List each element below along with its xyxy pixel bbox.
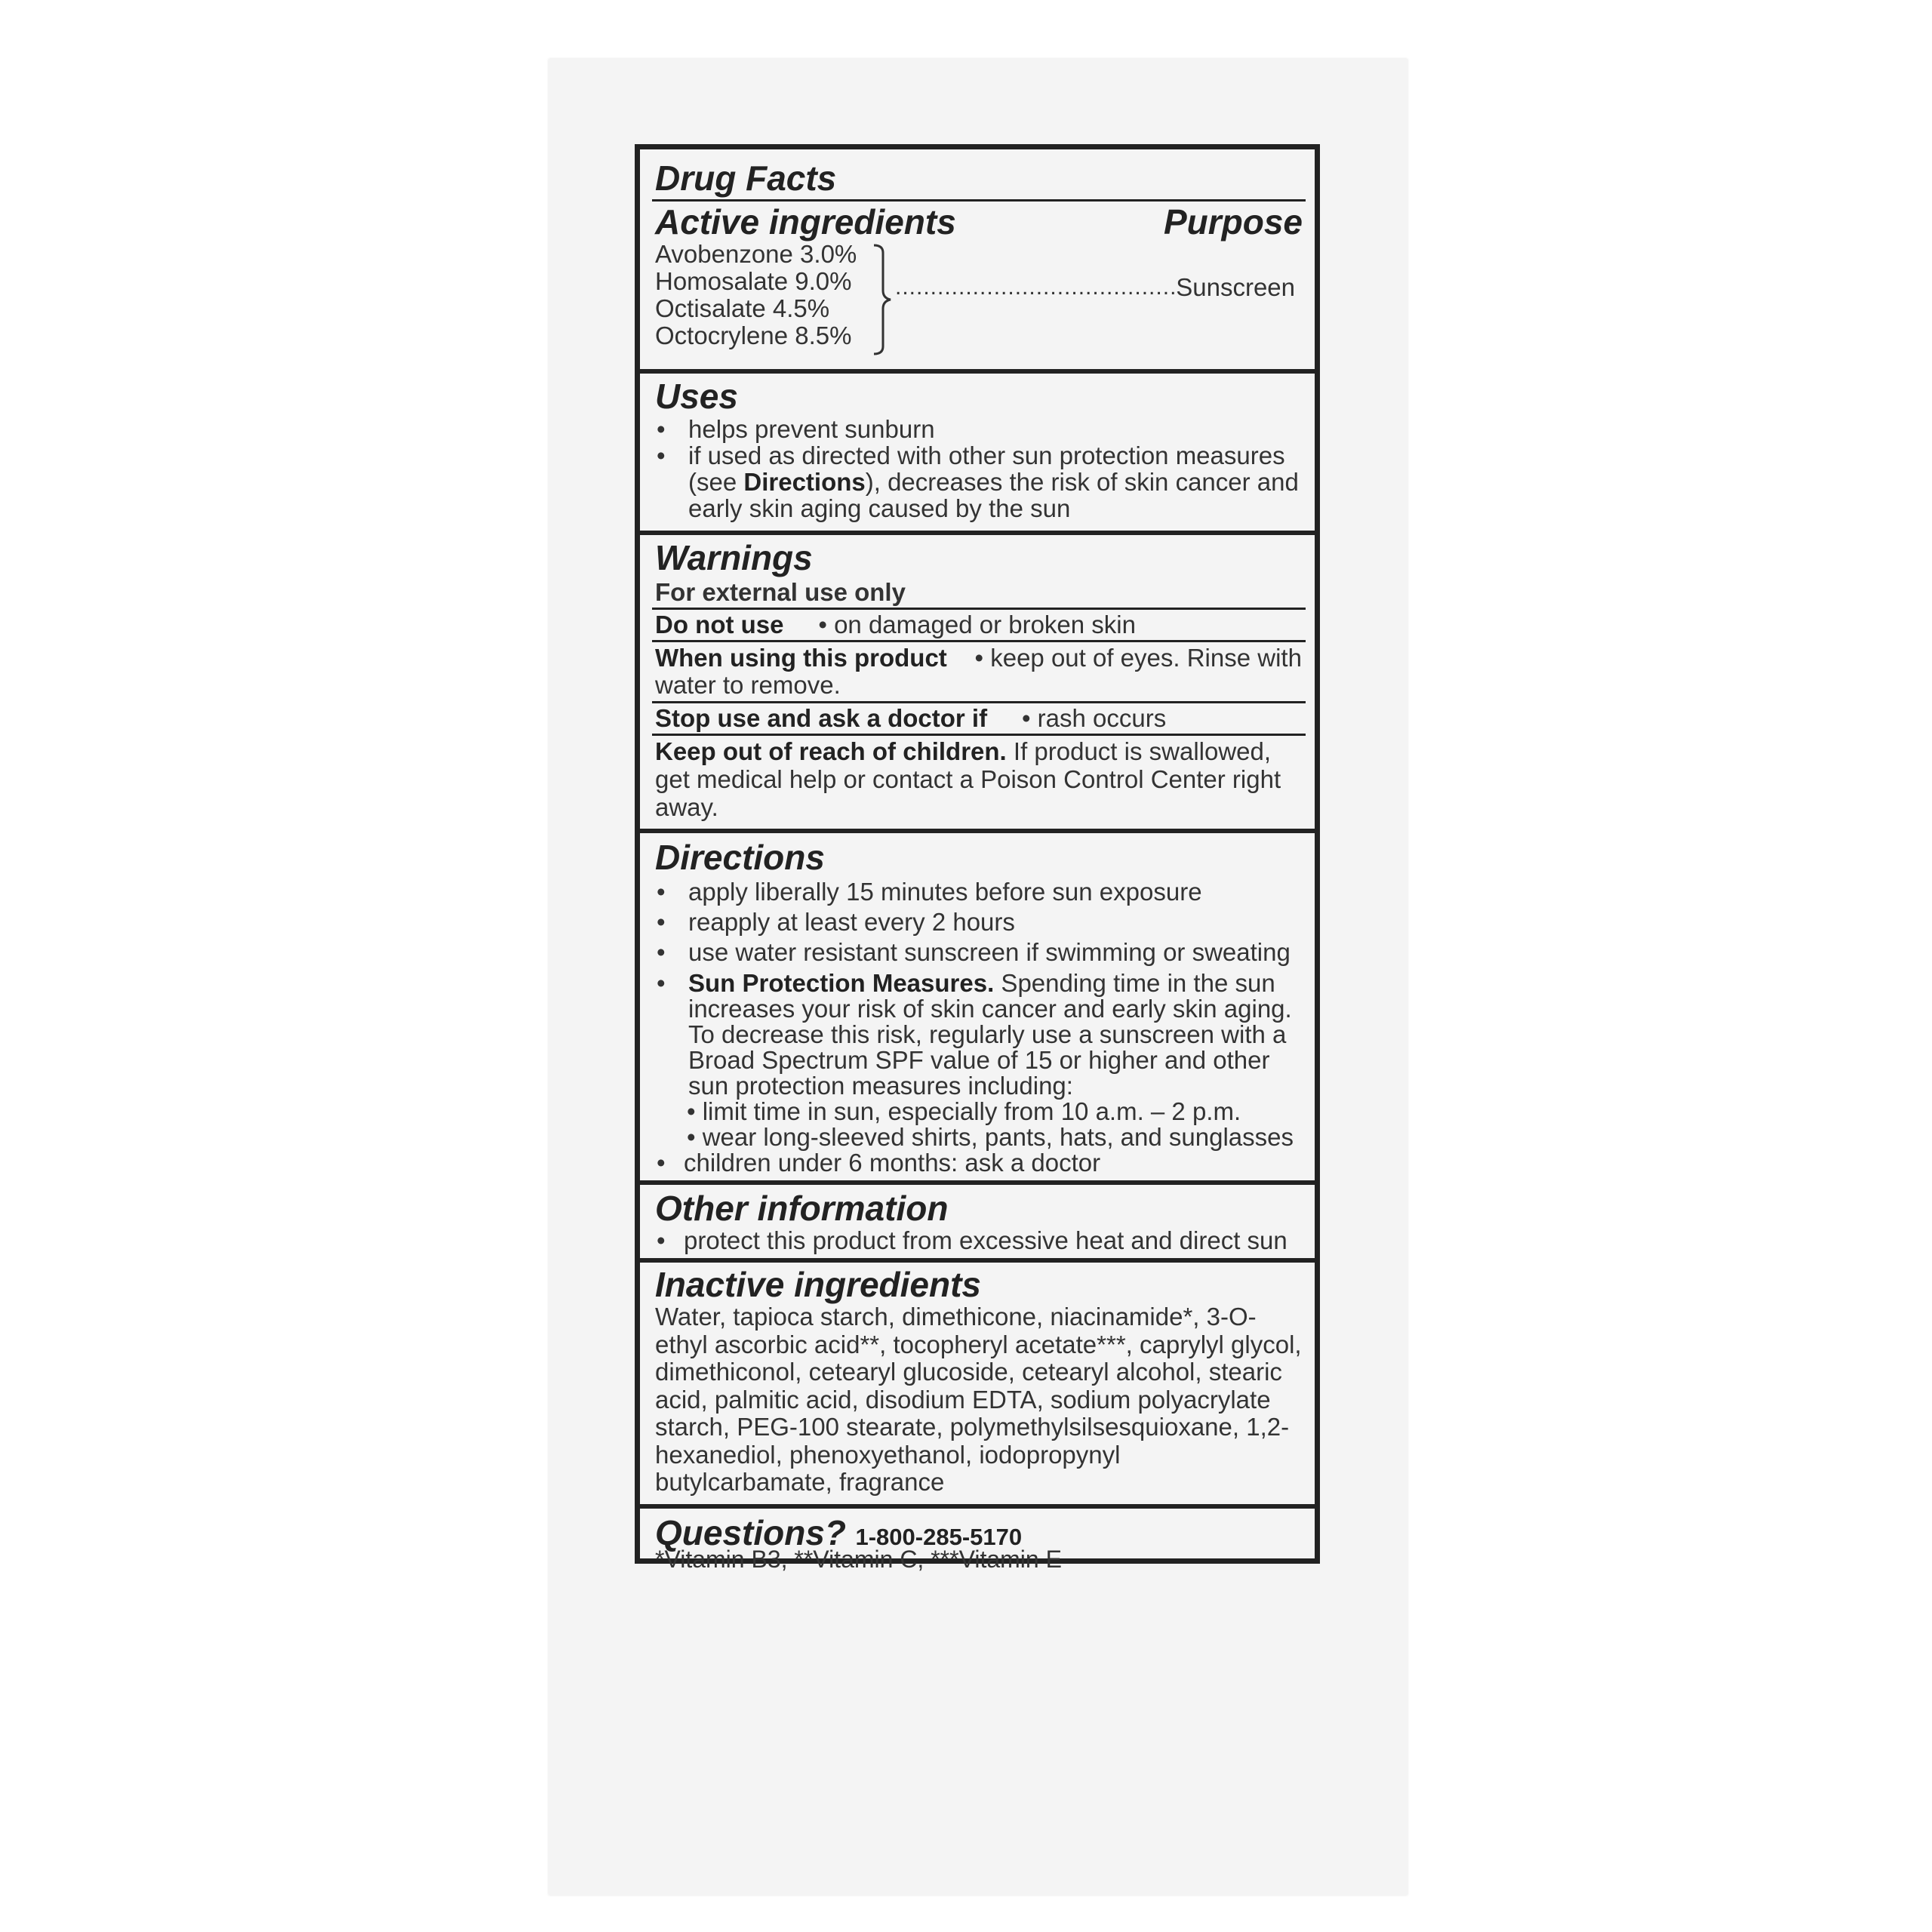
directions-item-text: children under 6 months: ask a doctor bbox=[684, 1149, 1101, 1177]
stop-use-text: • rash occurs bbox=[1021, 704, 1167, 732]
uses-text-part: ), decreases the risk of skin cancer and early skin aging caused by the sun bbox=[688, 468, 1299, 522]
sub-item-text: • limit time in sun, especially from 10 a.m. – 2 p.m. bbox=[687, 1097, 1241, 1125]
inactive-ingredients-text: Water, tapioca starch, dimethicone, niacinamide*, 3-O-ethyl ascorbic acid**, tocopheryl acetate***, caprylyl glycol, dimethiconol, cetearyl glucoside, cetearyl alcohol, stearic acid, palmitic acid, disodium EDTA, sodium polyacrylate starch, PEG-100 stearate, polymethylsilsesquioxane, 1,2-hexanediol, phenoxyethanol, iodopropynyl butylcarbamate, fragrance bbox=[655, 1303, 1302, 1496]
bullet: • bbox=[657, 1226, 666, 1254]
bullet: • bbox=[657, 969, 666, 997]
sub-list-item bbox=[655, 1124, 1303, 1150]
purpose-heading: Purpose bbox=[1163, 202, 1303, 242]
sun-protection-label: Sun Protection Measures. bbox=[688, 969, 995, 997]
uses-section bbox=[640, 374, 1315, 535]
uses-item-text: helps prevent sunburn bbox=[688, 415, 935, 443]
do-not-use-row bbox=[655, 610, 1303, 640]
sub-item-text: • wear long-sleeved shirts, pants, hats, and sunglasses bbox=[687, 1123, 1294, 1151]
ingredient-item: Avobenzone 3.0% bbox=[655, 240, 857, 268]
purpose-dots: ........................................ bbox=[895, 275, 1177, 300]
inactive-ingredients-heading: Inactive ingredients bbox=[655, 1265, 982, 1304]
bullet: • bbox=[657, 415, 666, 443]
bullet: • bbox=[657, 938, 666, 966]
when-using-text: • keep out of eyes. Rinse with water to remove. bbox=[655, 644, 1302, 699]
keep-out-label: Keep out of reach of children. bbox=[655, 737, 1007, 765]
when-using-label: When using this product bbox=[655, 644, 947, 672]
other-information-section bbox=[640, 1185, 1315, 1263]
warnings-heading: Warnings bbox=[655, 538, 813, 577]
directions-item-text: use water resistant sunscreen if swimming or sweating bbox=[688, 938, 1291, 966]
inactive-ingredients-section bbox=[640, 1263, 1315, 1509]
list-item bbox=[655, 442, 1303, 521]
brace-icon bbox=[871, 244, 894, 355]
list-item bbox=[655, 968, 1303, 1099]
do-not-use-text: • on damaged or broken skin bbox=[818, 611, 1136, 638]
drug-facts-panel bbox=[635, 144, 1320, 1564]
directions-item-text: apply liberally 15 minutes before sun exposure bbox=[688, 878, 1202, 906]
vitamin-footnote: *Vitamin B3, **Vitamin C, ***Vitamin E bbox=[655, 1546, 1062, 1573]
ingredient-item: Octisalate 4.5% bbox=[655, 294, 830, 322]
when-using-row bbox=[655, 642, 1303, 701]
list-item bbox=[655, 877, 1303, 907]
ingredient-item: Octocrylene 8.5% bbox=[655, 321, 852, 349]
other-information-text: protect this product from excessive heat and direct sun bbox=[684, 1226, 1287, 1254]
directions-heading: Directions bbox=[655, 838, 825, 877]
external-use-text: For external use only bbox=[655, 578, 906, 606]
bullet: • bbox=[657, 878, 666, 906]
list-item bbox=[655, 1150, 1303, 1176]
stop-use-label: Stop use and ask a doctor if bbox=[655, 704, 988, 732]
ingredient-item: Homosalate 9.0% bbox=[655, 267, 852, 295]
directions-section bbox=[640, 833, 1315, 1185]
stop-use-row bbox=[655, 703, 1303, 734]
drug-facts-title: Drug Facts bbox=[655, 158, 837, 198]
other-information-heading: Other information bbox=[655, 1189, 949, 1228]
uses-item-text bbox=[688, 442, 1303, 521]
sun-protection-text bbox=[688, 971, 1303, 1099]
active-ingredients-heading: Active ingredients bbox=[655, 202, 956, 242]
keep-out-row bbox=[655, 736, 1303, 821]
questions-phone: 1-800-285-5170 bbox=[855, 1523, 1023, 1550]
directions-item-text: reapply at least every 2 hours bbox=[688, 908, 1015, 936]
do-not-use-label: Do not use bbox=[655, 611, 784, 638]
list-item bbox=[655, 937, 1303, 968]
active-ingredients-section bbox=[640, 149, 1315, 374]
list-item bbox=[655, 416, 1303, 442]
sun-protection-body: Spending time in the sun increases your risk of skin cancer and early skin aging. To decrease this risk, regularly use a sunscreen with a Broad Spectrum SPF value of 15 or higher and other sun protection measures including: bbox=[688, 969, 1292, 1100]
bullet: • bbox=[657, 1149, 666, 1177]
keep-out-text: If product is swallowed, get medical help or contact a Poison Control Center right away. bbox=[655, 737, 1281, 821]
purpose-value: Sunscreen bbox=[1176, 273, 1295, 301]
divider bbox=[652, 199, 1306, 202]
uses-directions-ref: Directions bbox=[743, 468, 866, 496]
uses-heading: Uses bbox=[655, 377, 738, 416]
sub-list-item bbox=[655, 1099, 1303, 1124]
uses-text-part: if used as directed with other sun protection measures (see bbox=[688, 441, 1285, 496]
list-item bbox=[655, 907, 1303, 937]
list-item bbox=[655, 1227, 1303, 1254]
warnings-section bbox=[640, 535, 1315, 833]
active-ingredients-list bbox=[655, 241, 1303, 363]
bullet: • bbox=[657, 441, 666, 469]
bullet: • bbox=[657, 908, 666, 936]
questions-heading: Questions? bbox=[655, 1512, 847, 1552]
